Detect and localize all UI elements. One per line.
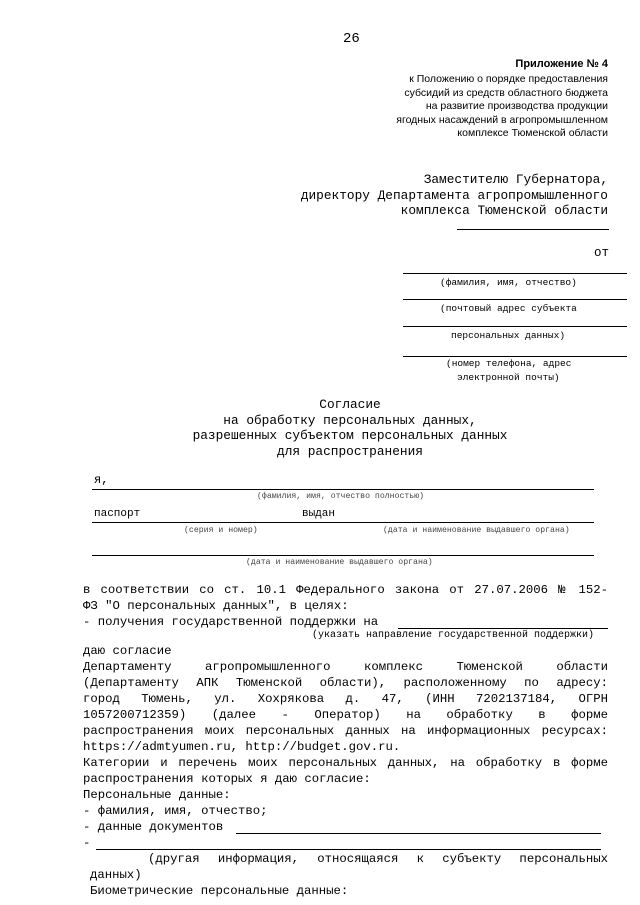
other-line <box>96 849 601 850</box>
appendix-line: ягодных насаждений в агропромышленном <box>396 113 608 126</box>
phone-hint-1: (номер телефона, адрес <box>446 358 572 369</box>
appendix-line: комплексе Тюменской области <box>457 127 608 140</box>
appendix-line: субсидий из средств областного бюджета <box>404 86 608 99</box>
dept-line-6: https://admtyumen.ru, http://budget.gov.ru. <box>83 740 401 754</box>
page-number: 26 <box>343 31 360 47</box>
categories-line-2: распространения которых я даю согласие: <box>83 772 371 786</box>
support-label: - получения государственной поддержки на <box>83 615 379 629</box>
issued-label: выдан <box>302 508 336 520</box>
pd-docs: - данные документов <box>83 820 224 834</box>
phone-line <box>403 356 627 357</box>
dept-line-3: город Тюмень, ул. Хохрякова д. 47, (ИНН 7202137184, ОГРН <box>83 692 608 706</box>
dept-line-5: распространения моих персональных данных на информационных ресурсах: <box>83 724 608 738</box>
appendix-line: к Положению о порядке предоставления <box>409 73 608 85</box>
address-hint-2: персональных данных) <box>451 330 566 341</box>
phone-hint-2: электронной почты) <box>457 372 560 383</box>
law-line-2: ФЗ "О персональных данных", в целях: <box>83 599 349 613</box>
pd-dash: - <box>83 836 91 850</box>
dept-line-2: (Департаменту АПК Тюменской области), расположенному по адресу: <box>83 676 608 690</box>
categories-line-1: Категории и перечень моих персональных данных, на обработку в форме <box>83 756 608 770</box>
issued-hint: (дата и наименование выдавшего органа) <box>383 526 570 535</box>
address-line-2 <box>403 326 627 327</box>
passport-label: паспорт <box>94 508 141 520</box>
address-line-1 <box>403 299 627 300</box>
docs-line <box>236 833 601 834</box>
heading-line: Согласие <box>319 397 381 412</box>
series-hint: (серия и номер) <box>184 526 258 535</box>
other-hint-2: данных) <box>90 868 142 882</box>
addressee-signature-line <box>457 229 609 230</box>
appendix-title: Приложение № 4 <box>515 58 608 70</box>
passport-line <box>92 522 594 523</box>
name-line <box>403 273 627 274</box>
consent-text: даю согласие <box>83 644 172 658</box>
other-hint-1: (другая информация, относящаяся к субъекту персональных <box>148 852 608 866</box>
heading-line: на обработку персональных данных, <box>223 412 477 428</box>
dept-line-1: Департаменту агропромышленного комплекс Тюменской области <box>83 660 608 674</box>
pd-title: Персональные данные: <box>83 788 231 802</box>
issued-hint-2: (дата и наименование выдавшего органа) <box>246 558 433 567</box>
fio-line <box>92 489 594 490</box>
support-line <box>398 628 608 629</box>
from-label: от <box>594 246 610 260</box>
biometric-title: Биометрические персональные данные: <box>90 884 349 898</box>
addressee <box>301 172 608 219</box>
consent-heading <box>0 397 640 459</box>
appendix-text <box>396 73 608 141</box>
dept-line-4: 1057200712359) (далее - Оператор) на обработку в форме <box>83 708 608 722</box>
appendix-line: на развитие производства продукции <box>425 100 608 113</box>
address-hint-1: (почтовый адрес субъекта <box>440 303 577 314</box>
pd-fio: - фамилия, имя, отчество; <box>83 804 268 818</box>
addressee-line: комплекса Тюменской области <box>400 203 608 218</box>
issued-line <box>92 555 594 556</box>
support-hint: (указать направление государственной поддержки) <box>312 630 595 641</box>
law-line-1: в соответствии со ст. 10.1 Федерального закона от 27.07.2006 № 152- <box>83 583 608 597</box>
name-hint: (фамилия, имя, отчество) <box>440 277 577 288</box>
i-label: я, <box>94 473 109 487</box>
heading-line: для распространения <box>277 443 423 459</box>
addressee-line: Заместителю Губернатора, <box>423 172 608 187</box>
fio-hint: (фамилия, имя, отчество полностью) <box>257 492 425 501</box>
addressee-line: директору Департамента агропромышленного <box>300 187 608 203</box>
heading-line: разрешенных субъектом персональных данных <box>192 428 508 443</box>
